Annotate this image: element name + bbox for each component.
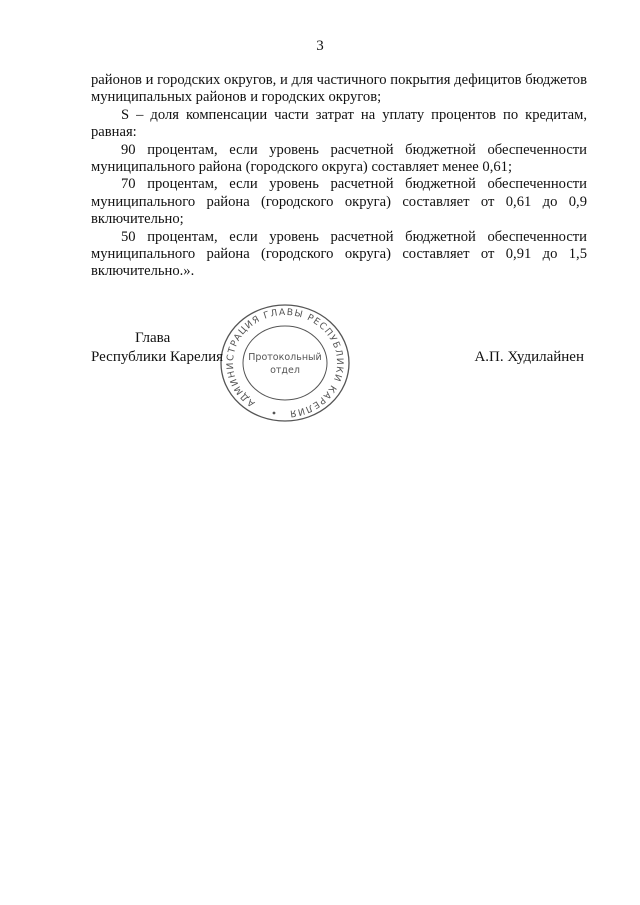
stamp-inner-line1: Протокольный [248,352,322,363]
document-body [91,72,587,281]
paragraph-continuation: районов и городских округов, и для частичного покрытия дефицитов бюджетов муниципальных районов и городских округов; [91,72,587,106]
signature-title-line1: Глава [135,330,171,346]
stamp-dot [273,412,276,415]
stamp-outer-text: АДМИНИСТРАЦИЯ ГЛАВЫ РЕСПУБЛИКИ КАРЕЛИЯ [224,306,346,419]
paragraph-90-percent: 90 процентам, если уровень расчетной бюджетной обеспеченности муниципального района (городского округа) составляет менее 0,61; [91,141,587,176]
stamp-inner-line2: отдел [270,365,300,376]
official-stamp [218,300,352,422]
page-number: 3 [316,38,324,54]
signature-title-line2: Республики Карелия [91,349,224,365]
stamp-outer-ring [221,305,349,421]
paragraph-50-percent: 50 процентам, если уровень расчетной бюджетной обеспеченности муниципального района (городского округа) составляет от 0,91 до 1,5 включительно.». [91,228,587,280]
paragraph-70-percent: 70 процентам, если уровень расчетной бюджетной обеспеченности муниципального района (городского округа) составляет от 0,61 до 0,9 включительно; [91,176,587,228]
signatory-name: А.П. Худилайнен [474,349,584,365]
stamp-inner-ring [243,326,327,400]
paragraph-s-definition: S – доля компенсации части затрат на уплату процентов по кредитам, равная: [91,106,587,141]
